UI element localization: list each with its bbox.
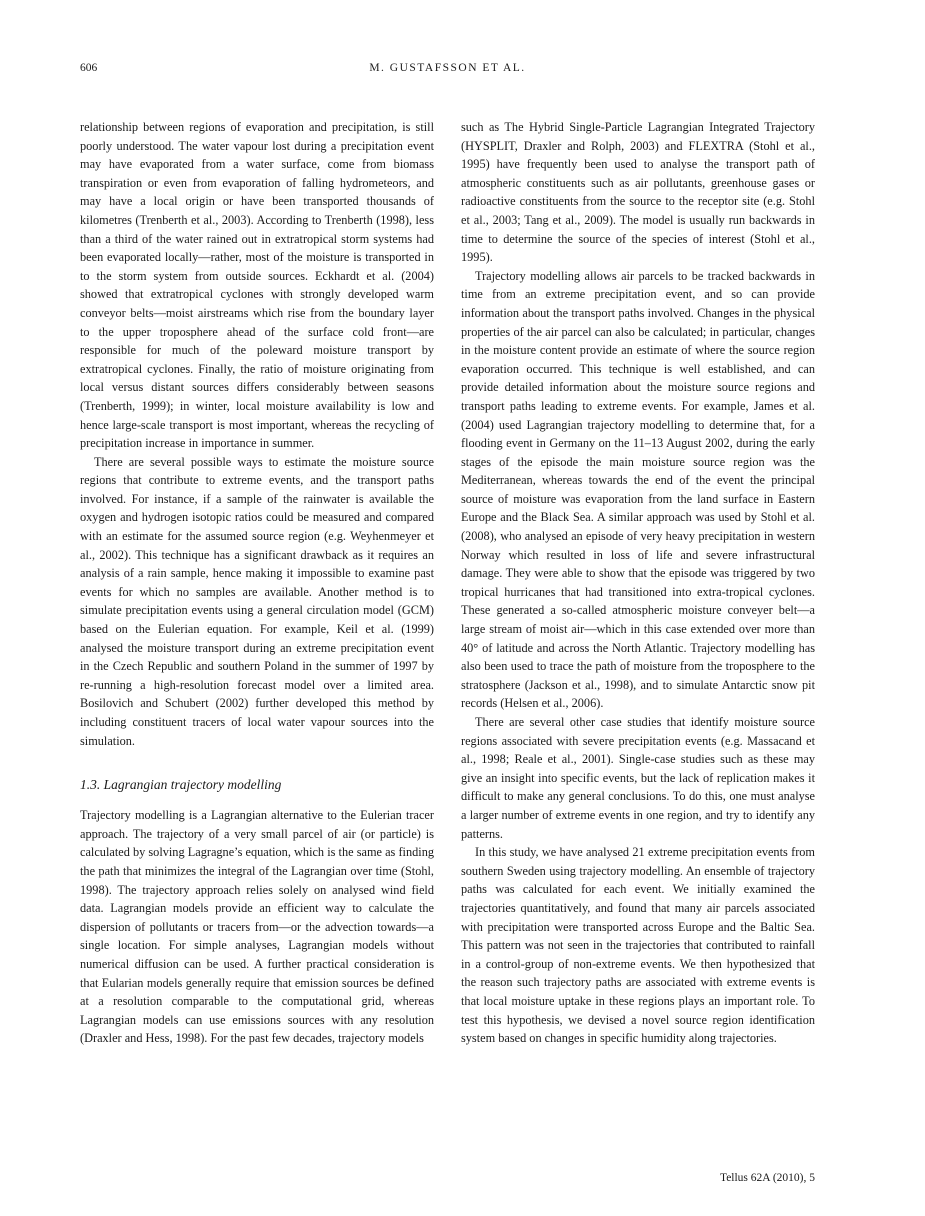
section-heading: 1.3. Lagrangian trajectory modelling [80,777,282,793]
paragraph: Trajectory modelling allows air parcels to be tracked backwards in time from an extreme precipitation event, and so can provide information about the transport paths involved. Changes in the physical properties of the air parcel can also be calculated; in particular, changes in the moisture content provide an estimate of where the source region evaporation occurred. This technique is well established, and can provide detailed information about the moisture source regions and transport paths leading to extreme events. For example, James et al. (2004) used Lagrangian trajectory modelling to determine that, for a flooding event in Germany on the 11–13 August 2002, during the early stages of the episode the main moisture source region was the Mediterranean, whereas towards the end of the event the principal source of moisture was evaporation from the land surface in Eastern Europe and the Black Sea. A similar approach was used by Stohl et al. (2008), who analysed an episode of very heavy precipitation in western Norway which resulted in loss of life and severe infrastructural damage. They were able to show that the episode was triggered by two tropical hurricanes that had transitioned into extra-tropical cyclones. These generated a so-called atmospheric moisture conveyer belt—a large stream of moist air—which in this case extended over more than 40° of latitude and across the North Atlantic. Trajectory modelling has also been used to trace the path of moisture from the troposphere to the stratosphere (Jackson et al., 1998), and to simulate Antarctic snow pit records (Helsen et al., 2006). [461,268,815,711]
left-column [80,118,434,1048]
paragraph: There are several possible ways to estimate the moisture source regions that contribute to extreme events, and the transport paths involved. For instance, if a sample of the rainwater is available the oxygen and hydrogen isotopic ratios could be measured and compared with an estimate for the assumed source region (e.g. Weyhenmeyer et al., 2002). This technique has a significant drawback as it requires an analysis of a rain sample, hence making it impossible to examine past events for which no samples are available. Another method is to simulate precipitation events using a general circulation model (GCM) based on the Eulerian equation. For example, Keil et al. (1999) analysed the moisture transport during an extreme precipitation event in the Czech Republic and southern Poland in the summer of 1997 by re-running a high-resolution forecast model over a limited area. Bosilovich and Schubert (2002) further developed this method by including constituent tracers of local water vapour sources into the simulation. [80,454,434,748]
paragraph: such as The Hybrid Single-Particle Lagrangian Integrated Trajectory (HYSPLIT, Draxler and Rolph, 2003) and FLEXTRA (Stohl et al., 1995) have frequently been used to analyse the transport path of atmospheric constituents such as air pollutants, greenhouse gases or radioactive constituents from the source to the receptor site (e.g. Stohl et al., 2003; Tang et al., 2009). The model is usually run backwards in time to determine the source of the species of interest (Stohl et al., 1995). [461,120,815,265]
page-header [80,62,815,82]
right-column [461,118,815,1048]
running-head: M. GUSTAFSSON ET AL. [369,62,526,74]
journal-footer: Tellus 62A (2010), 5 [719,1172,815,1184]
paragraph: There are several other case studies that identify moisture source regions associated with severe precipitation events (e.g. Massacand et al., 1998; Reale et al., 2001). Single-case studies such as these may give an insight into specific events, but the lack of replication makes it difficult to make any general conclusions. To do this, one must analyse a larger number of extreme events in one region, and try to identify any patterns. [461,715,815,841]
paragraph: relationship between regions of evaporation and precipitation, is still poorly understood. The water vapour lost during a precipitation event may have evaporated from a water surface, come from biomass transpiration or even from evaporation of falling hydrometeors, and may have a local origin or have been transported thousands of kilometres (Trenberth et al., 2003). According to Trenberth (1998), less than a third of the water rained out in extratropical storm systems had been evaporated locally—rather, most of the moisture is transported in to the storm system from outside sources. Eckhardt et al. (2004) showed that extratropical cyclones with strongly developed warm conveyor belts—moist airstreams which rise from the boundary layer to the upper troposphere ahead of the surface cold front—are responsible for much of the poleward moisture transport by extratropical cyclones. Finally, the ratio of moisture originating from local versus distant sources differs considerably between seasons (Trenberth, 1999); in winter, local moisture availability is low and hence large-scale transport is most important, whereas the recycling of precipitation increase in importance in summer. [80,120,434,451]
page-number: 606 [80,62,98,74]
paragraph: In this study, we have analysed 21 extreme precipitation events from southern Sweden using trajectory modelling. An ensemble of trajectory paths was calculated for each event. We initially examined the trajectories quantitatively, and found that many air parcels associated with precipitation were transported across Europe and the Baltic Sea. This pattern was not seen in the trajectories that contributed to rainfall in a control-group of non-extreme events. We then hypothesized that the reason such trajectory paths are associated with extreme events is that local moisture uptake in these regions plays an important role. To test this hypothesis, we devised a novel source region identification system based on changes in specific humidity along trajectories. [461,845,815,1046]
paragraph: Trajectory modelling is a Lagrangian alternative to the Eulerian tracer approach. The trajectory of a very small parcel of air (or particle) is calculated by solving Lagragne’s equation, which is the same as finding the path that minimizes the integral of the Lagrangian over time (Stohl, 1998). The trajectory approach relies solely on analysed wind field data. Lagrangian models provide an efficient way to calculate the dispersion of pollutants or tracers from—or the advection towards—a single location. For simple analyses, Lagrangian models without numerical diffusion can be used. A further practical consideration is that Eularian models generally require that emission sources be defined at a resolution comparable to the computational grid, whereas Lagrangian models can use emissions sources with any resolution (Draxler and Hess, 1998). For the past few decades, trajectory models [80,808,434,1046]
